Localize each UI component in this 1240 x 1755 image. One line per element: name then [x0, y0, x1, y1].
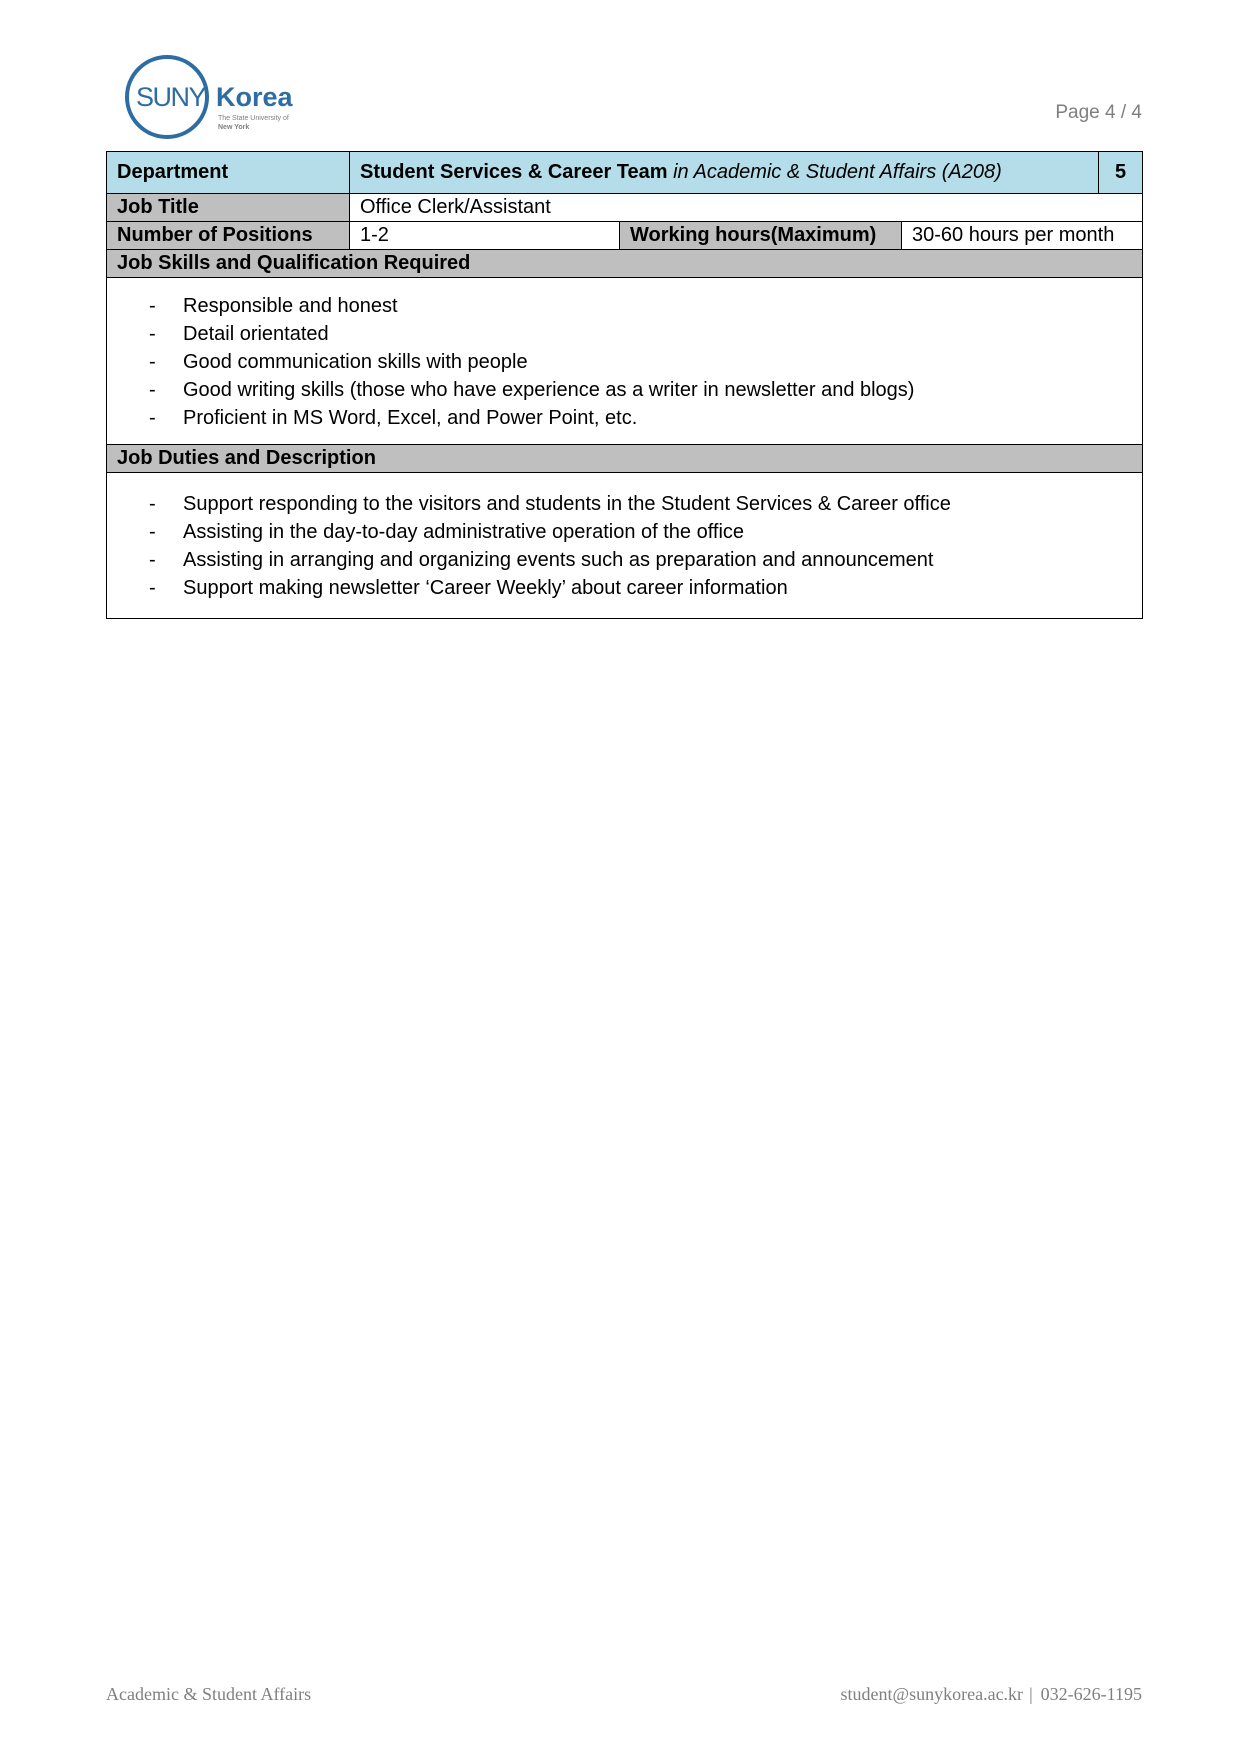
department-label: Department	[107, 152, 350, 194]
skills-header-row	[107, 250, 1143, 278]
duties-list	[107, 473, 1142, 618]
positions-value: 1-2	[350, 222, 620, 250]
list-item: - Support responding to the visitors and students in the Student Services & Career office	[107, 490, 1142, 518]
skills-list	[107, 278, 1142, 444]
logo-suny-text: SUNY	[136, 82, 206, 112]
list-item: - Proficient in MS Word, Excel, and Power Point, etc.	[107, 404, 1142, 432]
logo-subtitle: The State University of	[218, 115, 289, 122]
logo-subtitle-2: New York	[218, 124, 250, 131]
positions-row	[107, 222, 1143, 250]
department-number: 5	[1099, 152, 1143, 194]
department-row	[107, 152, 1143, 194]
page-number: Page 4 / 4	[1055, 102, 1142, 123]
department-team: Student Services & Career Team	[360, 161, 668, 183]
department-value	[350, 152, 1099, 194]
hours-label: Working hours(Maximum)	[620, 222, 902, 250]
duties-header-row	[107, 445, 1143, 473]
footer-email: student@sunykorea.ac.kr	[840, 1684, 1024, 1704]
positions-label: Number of Positions	[107, 222, 350, 250]
list-item: - Good communication skills with people	[107, 348, 1142, 376]
duties-header: Job Duties and Description	[107, 445, 1143, 473]
list-item: - Support making newsletter ‘Career Weekly’ about career information	[107, 574, 1142, 602]
list-item: - Detail orientated	[107, 320, 1142, 348]
skills-header: Job Skills and Qualification Required	[107, 250, 1143, 278]
job-title-label: Job Title	[107, 194, 350, 222]
footer-separator: |	[1029, 1684, 1033, 1704]
footer-phone: 032-626-1195	[1040, 1684, 1142, 1704]
footer-contact	[841, 1684, 1142, 1705]
suny-korea-logo	[124, 52, 304, 142]
hours-value: 30-60 hours per month	[902, 222, 1143, 250]
department-location: in Academic & Student Affairs (A208)	[673, 161, 1002, 183]
skills-row	[107, 278, 1143, 445]
job-posting-table	[106, 151, 1143, 619]
list-item: - Assisting in arranging and organizing events such as preparation and announcement	[107, 546, 1142, 574]
logo-korea-text: Korea	[216, 82, 293, 112]
list-item: - Assisting in the day-to-day administrative operation of the office	[107, 518, 1142, 546]
job-title-row	[107, 194, 1143, 222]
list-item: - Responsible and honest	[107, 292, 1142, 320]
duties-row	[107, 473, 1143, 619]
list-item: - Good writing skills (those who have experience as a writer in newsletter and blogs)	[107, 376, 1142, 404]
footer-department: Academic & Student Affairs	[106, 1684, 312, 1704]
job-title-value: Office Clerk/Assistant	[350, 194, 1143, 222]
